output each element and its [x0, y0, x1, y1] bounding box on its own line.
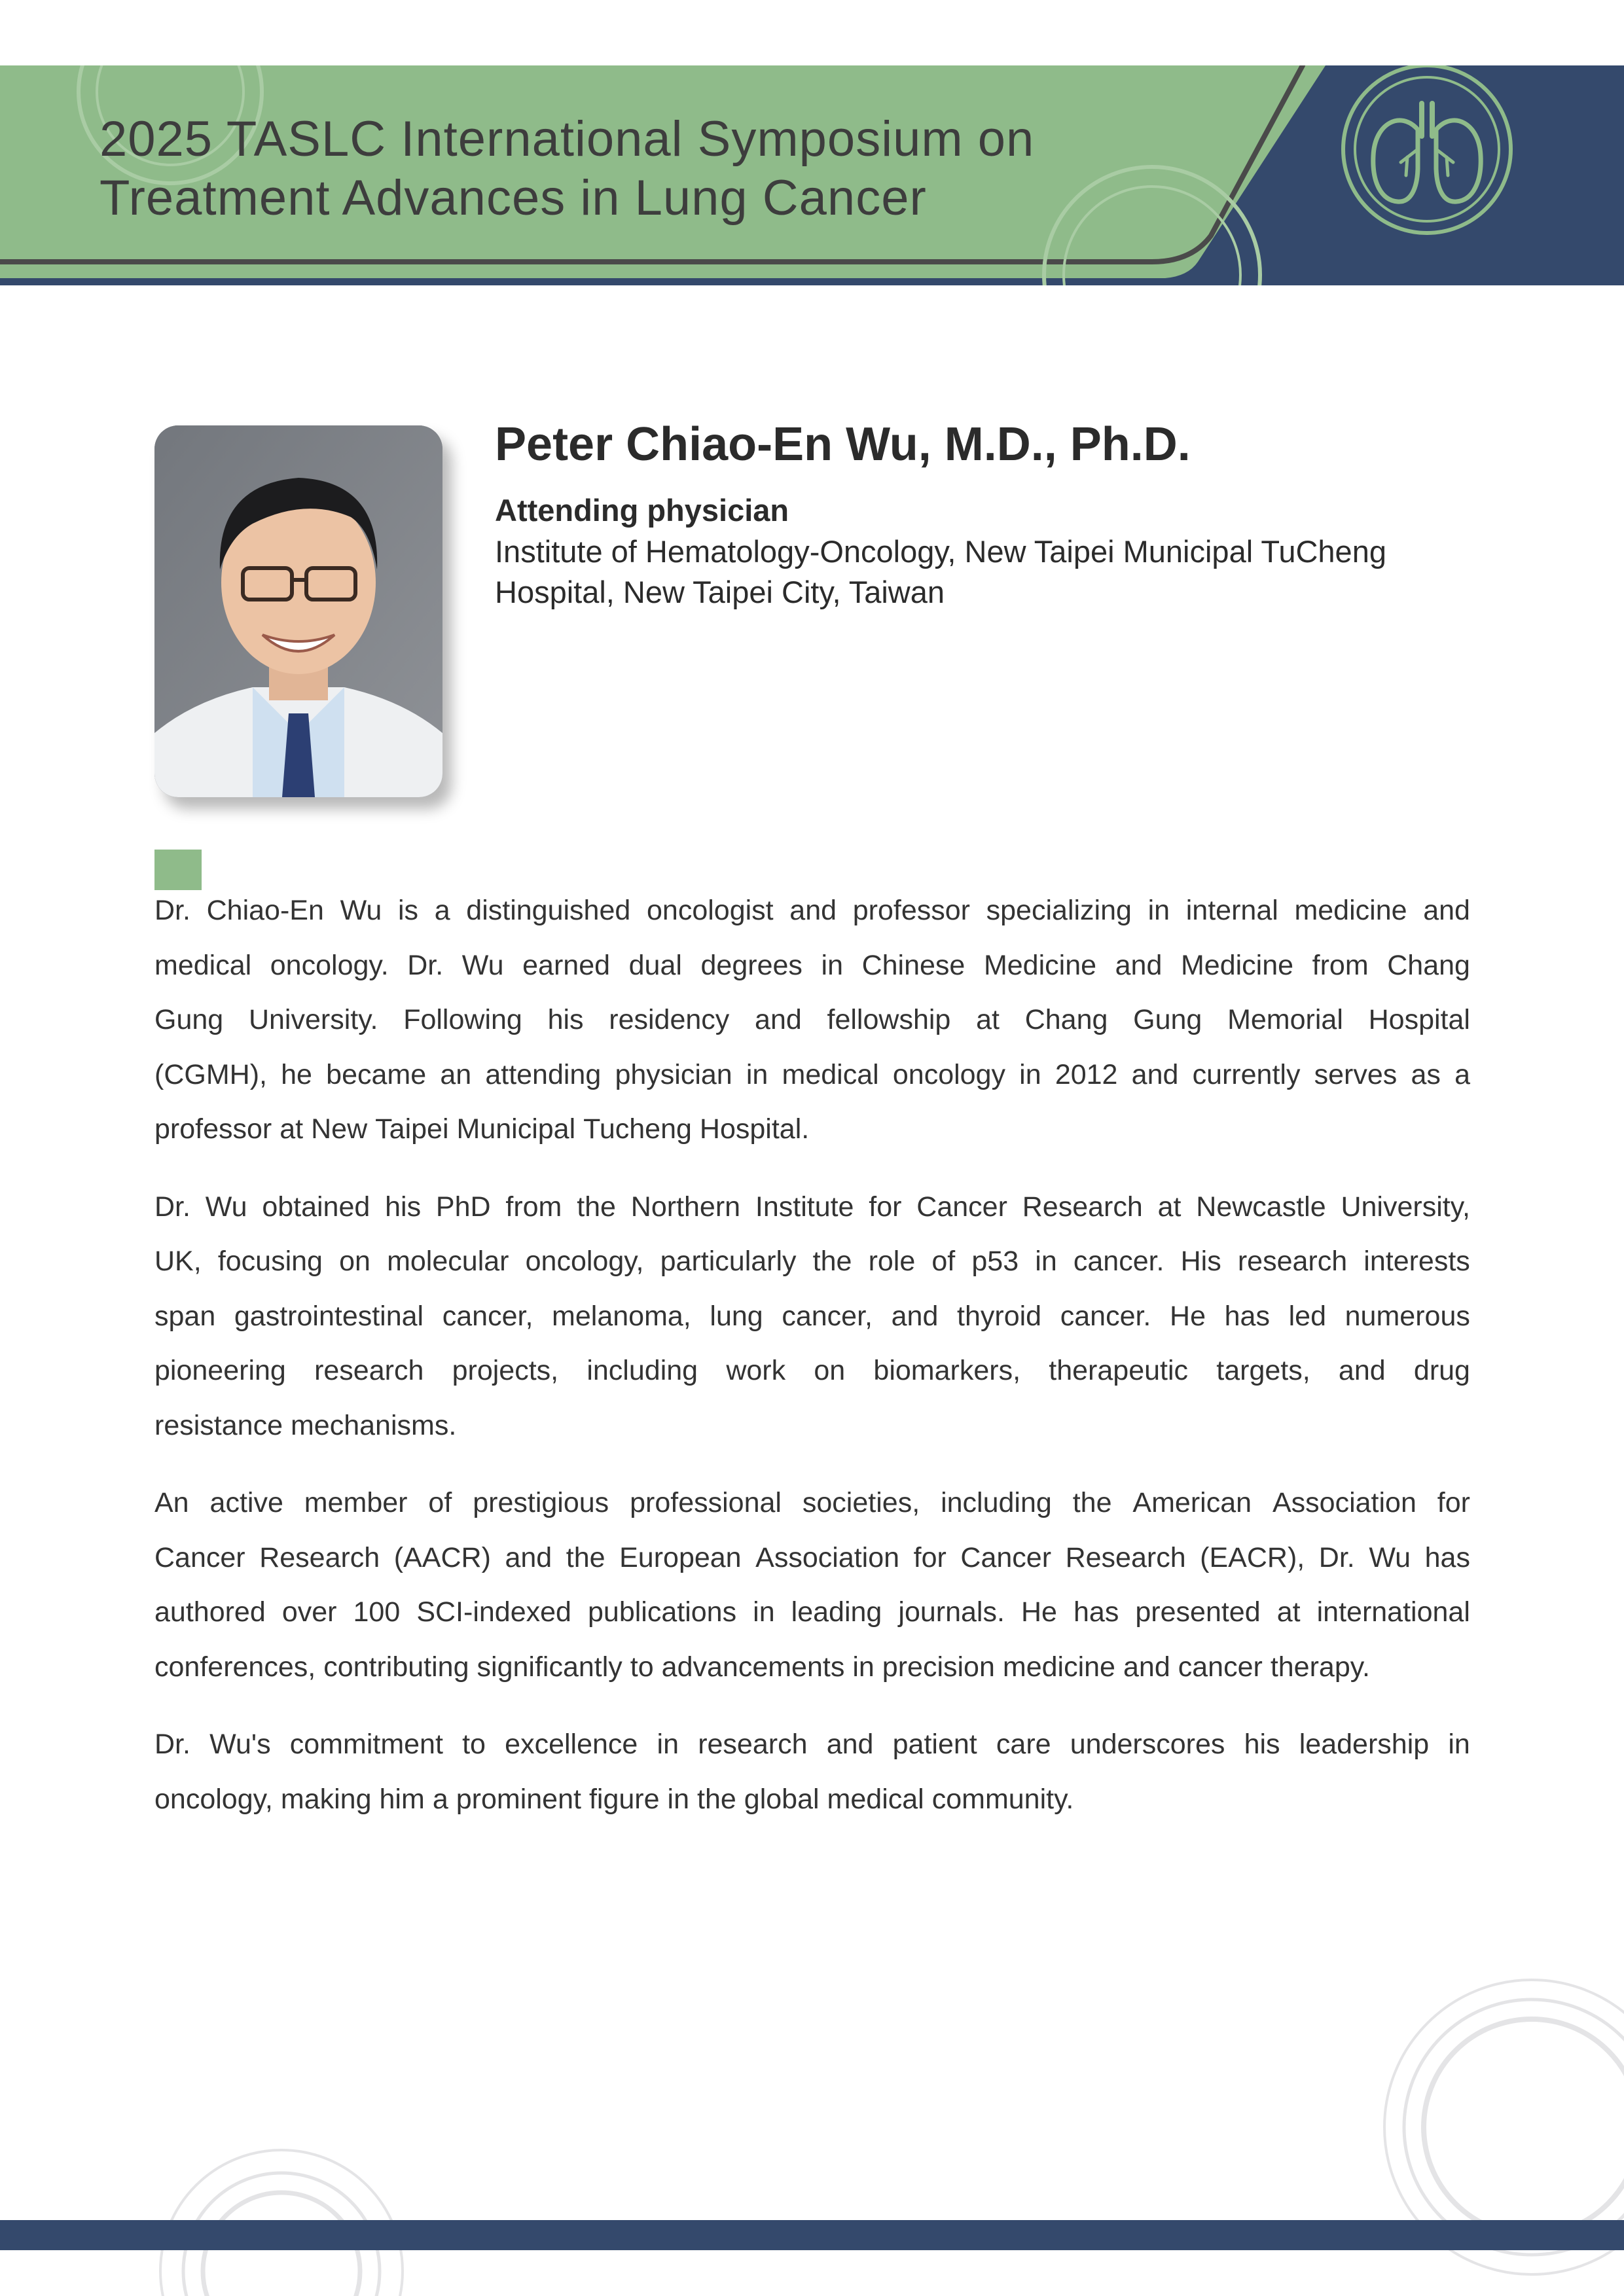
bio-line: resistance mechanisms. — [154, 1409, 457, 1441]
bio-paragraph — [154, 884, 1470, 1157]
bio-line: Dr. Chiao-En Wu is a distinguished oncologist and professor specializing in internal medicine and — [154, 895, 1470, 926]
bio-line: oncology, making him a prominent figure in the global medical community. — [154, 1783, 1074, 1815]
symposium-title — [99, 110, 1147, 228]
symposium-title-line-2: Treatment Advances in Lung Cancer — [99, 170, 927, 226]
speaker-name: Peter Chiao-En Wu, M.D., Ph.D. — [495, 418, 1191, 471]
bio-line: An active member of prestigious professional societies, including the American Association for — [154, 1487, 1470, 1518]
speaker-affiliation — [495, 531, 1477, 613]
bio-line: UK, focusing on molecular oncology, particularly the role of p53 in cancer. His research interests — [154, 1246, 1470, 1277]
bio-paragraph — [154, 1476, 1470, 1695]
speaker-role: Attending physician — [495, 493, 789, 528]
bio-line: (CGMH), he became an attending physician in medical oncology in 2012 and currently serves as a — [154, 1058, 1470, 1090]
bio-line: Dr. Wu's commitment to excellence in research and patient care underscores his leadership in — [154, 1729, 1470, 1760]
bio-line: Dr. Wu obtained his PhD from the Northern Institute for Cancer Research at Newcastle University, — [154, 1191, 1470, 1223]
bio-paragraph — [154, 1717, 1470, 1827]
bio-line: Cancer Research (AACR) and the European Association for Cancer Research (EACR), Dr. Wu has — [154, 1541, 1470, 1573]
bio-line: span gastrointestinal cancer, melanoma, lung cancer, and thyroid cancer. He has led numerous — [154, 1300, 1470, 1332]
bio-paragraph — [154, 1180, 1470, 1454]
bio-line: Gung University. Following his residency and fellowship at Chang Gung Memorial Hospital — [154, 1004, 1470, 1035]
bio-line: medical oncology. Dr. Wu earned dual degrees in Chinese Medicine and Medicine from Chang — [154, 949, 1470, 981]
bio-line: conferences, contributing significantly to advancements in precision medicine and cancer therapy. — [154, 1651, 1370, 1683]
header-banner — [0, 65, 1624, 285]
affiliation-line-1: Institute of Hematology-Oncology, New Taipei Municipal TuCheng — [495, 534, 1386, 569]
affiliation-line-2: Hospital, New Taipei City, Taiwan — [495, 575, 945, 609]
bio-line: pioneering research projects, including work on biomarkers, therapeutic targets, and drug — [154, 1355, 1470, 1386]
biography — [154, 884, 1470, 1850]
footer-bar — [0, 2220, 1624, 2250]
bio-line: authored over 100 SCI-indexed publications in leading journals. He has presented at international — [154, 1596, 1470, 1628]
bio-line: professor at New Taipei Municipal Tucheng Hospital. — [154, 1113, 810, 1145]
symposium-title-line-1: 2025 TASLC International Symposium on — [99, 111, 1035, 167]
portrait-photo — [154, 425, 442, 797]
